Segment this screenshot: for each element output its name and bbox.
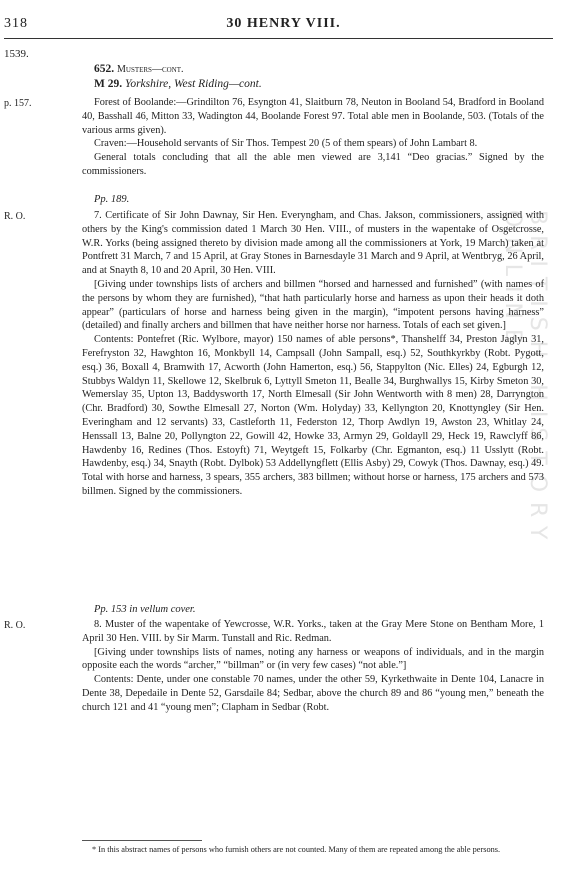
- giving-paragraph-7: [Giving under townships lists of archers and billmen “horsed and harnessed and furnished” (with names of the persons by whom they are furnished), “that hath particularly horse and harness as upon their heads it doth appear” (particulars of horse and harness being given in the margin), “impotent persons having harness” (detailed) and finally archers and billmen that have neither horse nor harness. Totals of each set given.]: [82, 278, 544, 332]
- giving-paragraph-8: [Giving under townships lists of names, noting any harness or weapons of individuals, and in the margin opposite each the words “archer,” “billman” or (in very few cases) “not able.”]: [82, 646, 544, 672]
- contents-paragraph-8: Contents: Dente, under one constable 70 names, under the other 59, Kyrkethwaite in Dente 104, Lanacre in Dente 38, Depedaile in Dente 52, Garsdaile 84; Sedbar, above the church 89 and 86 “young men,” beneath the church 121 and 41 “young men”; Clapham in Sedbar (Robt.: [82, 674, 544, 713]
- general-paragraph: General totals concluding that all the able men viewed are 3,141 “Deo gracias.” Signed by the commissioners.: [82, 152, 544, 177]
- pages-note-1: Pp. 189.: [94, 194, 130, 205]
- margin-ro-2: R. O.: [4, 620, 26, 631]
- craven-paragraph: Craven:—Household servants of Sir Thos. Tempest 20 (5 of them spears) of John Lambart 8.: [94, 138, 478, 150]
- muster-paragraph: 8. Muster of the wapentake of Yewcrosse, W.R. Yorks., taken at the Gray Mere Stone on Bentham More, 1 April 30 Hen. VIII. by Sir Marm. Tunstall and Ric. Redman.: [82, 619, 544, 644]
- subheading: [94, 78, 262, 90]
- margin-ro-1: R. O.: [4, 211, 26, 222]
- block-1: [82, 96, 544, 179]
- item-heading: [94, 63, 184, 75]
- footnote-rule: [82, 840, 202, 841]
- item-title: Musters—cont.: [117, 64, 184, 75]
- block-7: [82, 209, 544, 499]
- running-title: 30 HENRY VIII.: [226, 16, 341, 31]
- contents-paragraph-7: Contents: Pontefret (Ric. Wylbore, mayor) 150 names of able persons*, Thanshelff 34, Preston Jaglyn 31, Ferefryston 32, Hawghton 16, Monkbyll 14, Campsall (John Sampall, esq.) 52, Southkyrkby (Robt. Pygott, esq.) 36, Boxall 4, Bramwith 17, Acworth (John Hamerton, esq.) 56, Stappylton (Nic. Elles) 24, Egburgh 12, Stubbys Waldyn 11, Skellowe 12, Skelbruk 6, Lyttyll Smeton 11, Bealle 34, Burghwallys 15, Kirby Smeton 30, Wemerslay 35, Upton 13, Baddysworth 17, North Elmesall (Sir John Wentworth with 8 men) 28, Darryngton (Chr. Bradford) 30, Sowthe Elmesall 27, Norton (Wm. Holyday) 33, Kellyngton 20, Knottyngley (Sir Hen. Everingham and 12 servants) 33, Castleforth 11, Federston 12, Thorp Awdlyn 19, Awston 23, Whitlay 24, Henssall 13, Balne 20, Pollyngton 22, Gowill 42, Howke 33, Armyn 29, Goldayll 29, Heck 19, Rawclyff 86, Hawdenby 16, Redines (Thos. Estoyft) 71, Weytgeft 15, Folkarby (Chr. Egmanton, esq.) 11 Usslytt (Robt. Hawdenby, esq.) 34, Snayth (Robt. Dylbok) 53 Addellyngflett (Ellis Asby) 29, Cowyk (Thos. Dawnay, esq.) 49. Total with horse and harness, 3 spears, 355 archers, 383 billmen; without horse or harness, 175 archers and 573 billmen. Signed by the commissioners.: [82, 334, 544, 497]
- subheading-text: Yorkshire, West Riding—cont.: [124, 78, 262, 90]
- forest-paragraph: Forest of Boolande:—Grindilton 76, Esyngton 41, Slaitburn 78, Neuton in Booland 54, Bradford in Booland 40, Basshall 46, Mitton 33, Wadington 44, Boolande Forest 97. Total able men in Boolande, 503. (Totals of the various arms given).: [82, 97, 544, 136]
- watermark: BRITISH HISTORY ONLINE: [500, 210, 550, 550]
- pages-note-2: Pp. 153 in vellum cover.: [94, 604, 196, 615]
- year-margin: 1539.: [4, 48, 29, 60]
- page-number: 318: [4, 16, 28, 31]
- margin-p157: p. 157.: [4, 98, 32, 109]
- subheading-code: M 29.: [94, 78, 123, 90]
- item-number: 652.: [94, 63, 115, 75]
- header-rule: [4, 38, 553, 39]
- block-8: [82, 618, 544, 715]
- certificate-paragraph: 7. Certificate of Sir John Dawnay, Sir Hen. Everyngham, and Chas. Jakson, commissioners, assigned with others by the King's commission dated 1 March 30 Hen. VIII., of musters in the wapentake of Osgetcrosse, W.R. Yorks (being assigned thereto by division made among all the commissioners at York, 19 March) taken at Pontfrett 31 March, 7 and 15 April, at Gray Stones in Barnesdayle 31 March and 9 April, at Wentbryg, 26 April, and at Snayth 8, 10 and 20 April, 30 Hen. VIII.: [82, 210, 544, 277]
- footnote: * In this abstract names of persons who furnish others are not counted. Many of them are repeated among the able persons.: [92, 845, 501, 854]
